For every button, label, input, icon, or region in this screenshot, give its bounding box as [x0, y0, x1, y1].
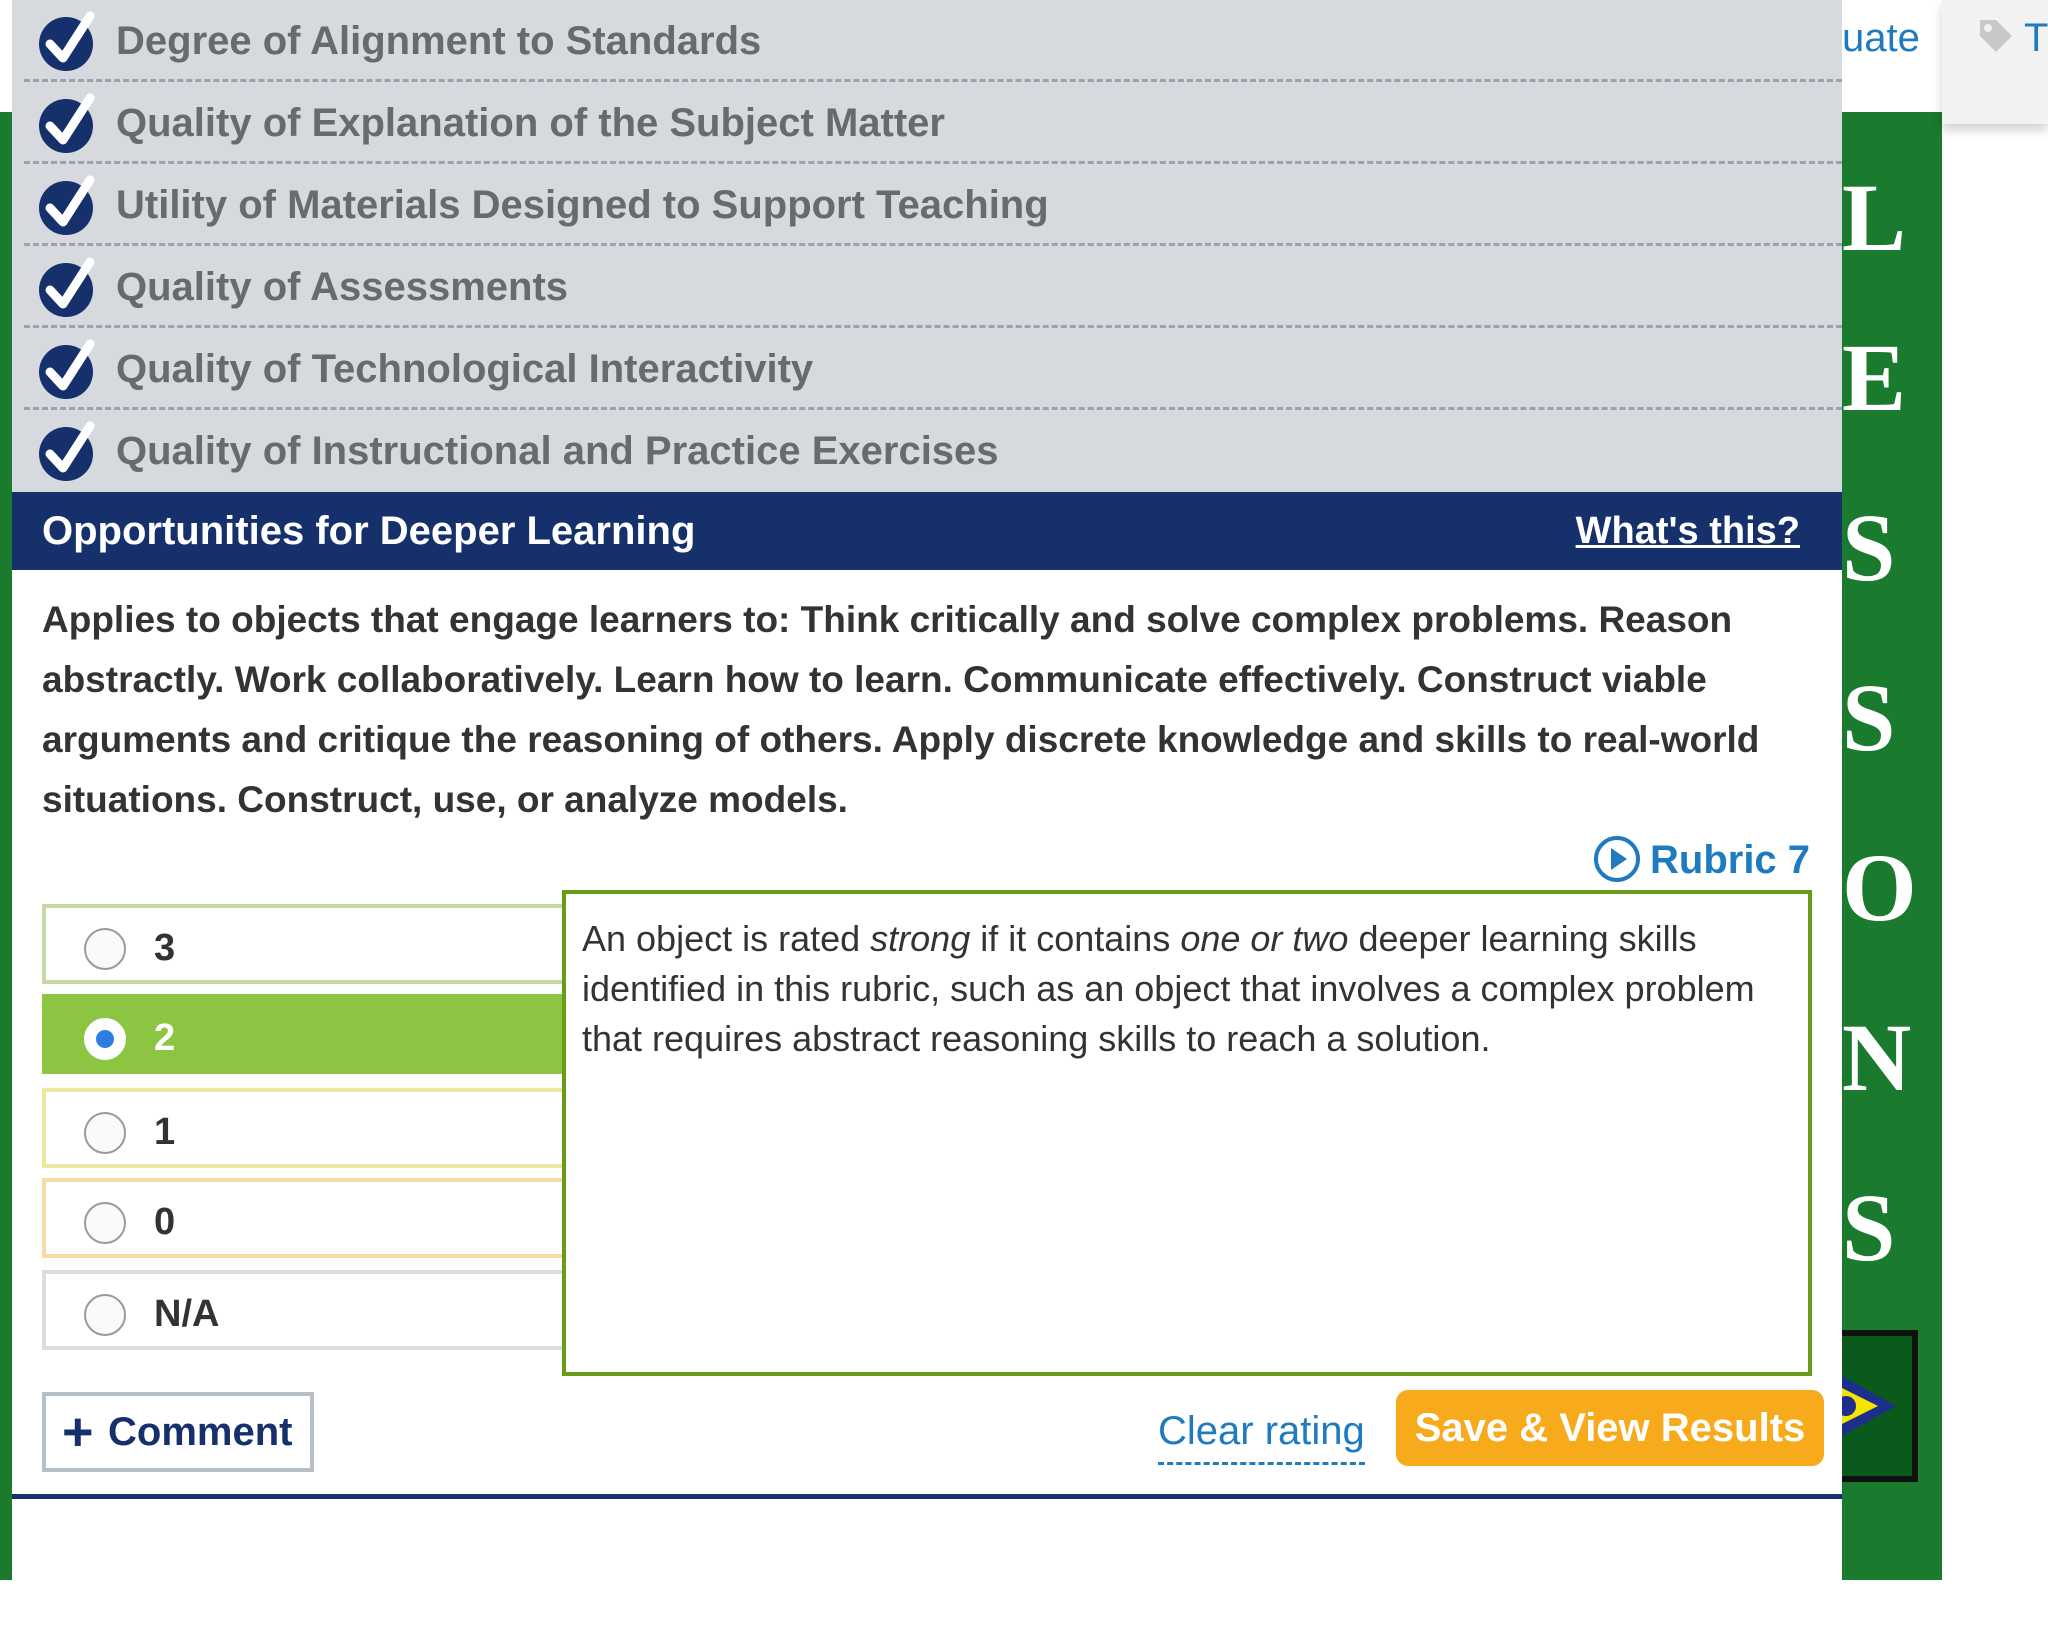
check-circle-icon [36, 338, 100, 402]
check-circle-icon [36, 92, 100, 156]
section-title: Opportunities for Deeper Learning [42, 509, 696, 553]
rating-option-2[interactable] [42, 994, 582, 1074]
rating-option-label: N/A [154, 1293, 220, 1335]
criteria-label: Quality of Instructional and Practice Exercises [116, 429, 999, 473]
rating-option-3[interactable] [42, 904, 582, 984]
tag-icon [1976, 16, 2016, 56]
rating-option-label: 2 [154, 1017, 176, 1059]
save-view-results-button[interactable]: Save & View Results [1396, 1390, 1824, 1466]
criteria-item[interactable] [24, 164, 1842, 246]
rubric-link[interactable] [1592, 832, 1810, 888]
radio-button[interactable] [84, 1112, 126, 1154]
rating-option-0[interactable] [42, 1178, 582, 1258]
add-comment-label: Comment [108, 1410, 293, 1454]
rubric-link-label: Rubric 7 [1650, 838, 1811, 882]
criteria-item[interactable] [24, 410, 1842, 492]
rubric-text: An object is rated [582, 918, 871, 959]
rating-panel [12, 0, 1842, 1645]
plus-icon: + [62, 1402, 94, 1462]
background-logo-letter: S [1842, 1174, 1896, 1281]
criteria-label: Quality of Technological Interactivity [116, 347, 814, 391]
radio-button-selected[interactable] [84, 1018, 126, 1060]
background-logo-letter: S [1842, 494, 1896, 601]
background-logo-letter: O [1842, 834, 1917, 941]
radio-button[interactable] [84, 1294, 126, 1336]
section-header [12, 492, 1842, 570]
clear-rating-link[interactable]: Clear rating [1158, 1400, 1365, 1465]
rubric-text: if it contains [970, 918, 1181, 959]
check-circle-icon [36, 256, 100, 320]
criteria-item[interactable] [24, 82, 1842, 164]
rating-option-label: 0 [154, 1201, 176, 1243]
rubric-text: deeper learning skills identified in this rubric, such as an object that involves a complex problem that requires abstract reasoning skills to reach a solution. [582, 918, 1755, 1059]
criteria-item[interactable] [24, 246, 1842, 328]
criteria-label: Degree of Alignment to Standards [116, 19, 762, 63]
background-logo-letter: N [1842, 1004, 1912, 1111]
rating-option-label: 3 [154, 927, 176, 969]
background-tab-evaluate[interactable]: uate [1842, 16, 1920, 60]
check-circle-icon [36, 174, 100, 238]
criteria-label: Quality of Assessments [116, 265, 569, 309]
background-tab-tags-label[interactable]: T [2024, 16, 2048, 60]
section-description: Applies to objects that engage learners to: Think critically and solve complex problems. Reason abstractly. Work collaboratively. Learn how to learn. Communicate effectively. Construct viable arguments and critique the reasoning of others. Apply discrete knowledge and skills to real-world situations. Construct, use, or analyze models. [42, 599, 1760, 820]
eye-logo-icon [1842, 1370, 1906, 1442]
check-circle-icon [36, 420, 100, 484]
rating-option-label: 1 [154, 1111, 176, 1153]
rating-option-1[interactable] [42, 1088, 582, 1168]
check-circle-icon [36, 10, 100, 74]
criteria-item[interactable] [24, 328, 1842, 410]
whats-this-link[interactable]: What's this? [1575, 510, 1800, 552]
criteria-list [12, 0, 1842, 492]
rubric-explanation [562, 890, 1812, 1376]
add-comment-button[interactable] [42, 1392, 314, 1472]
radio-button[interactable] [84, 1202, 126, 1244]
radio-button[interactable] [84, 928, 126, 970]
background-logo-letter: E [1842, 324, 1907, 431]
criteria-label: Quality of Explanation of the Subject Matter [116, 101, 945, 145]
background-logo-letter: S [1842, 664, 1896, 771]
criteria-label: Utility of Materials Designed to Support Teaching [116, 183, 1049, 227]
panel-divider [12, 1494, 1842, 1499]
rating-option-na[interactable] [42, 1270, 582, 1350]
rubric-emphasis: strong [870, 918, 971, 959]
rubric-emphasis: one or two [1180, 918, 1349, 959]
criteria-item[interactable] [24, 0, 1842, 82]
play-circle-icon [1592, 834, 1642, 884]
background-logo-letter: L [1842, 164, 1907, 271]
